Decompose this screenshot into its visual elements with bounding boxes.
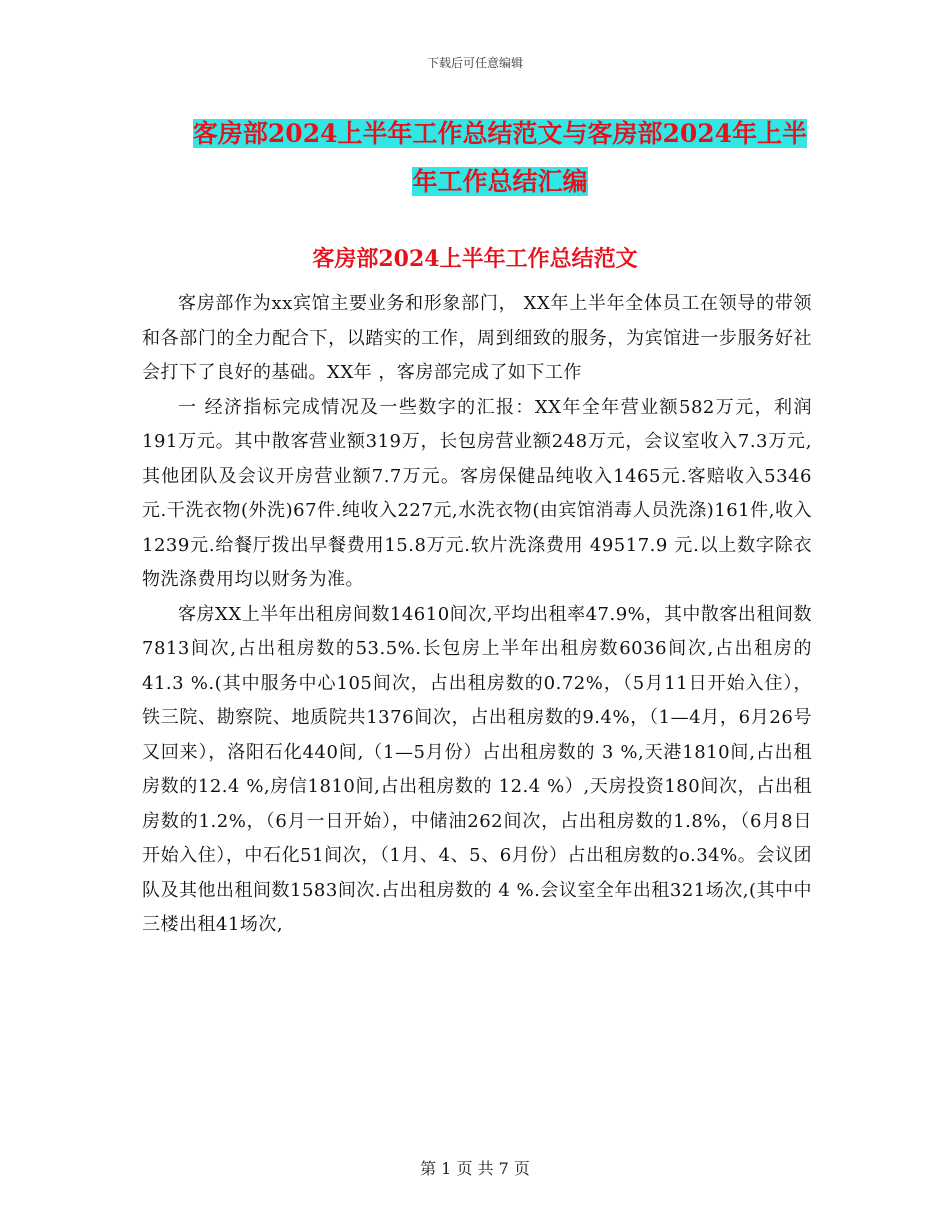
paragraph: 客房部作为xx宾馆主要业务和形象部门， XX年上半年全体员工在领导的带领和各部门的全力配合下，以踏实的工作，周到细致的服务，为宾馆进一步服务好社会打下了良好的基础。XX年 ，客房部完成了如下工作 (142, 293, 812, 383)
footer-middle: 页 共 (456, 1159, 494, 1178)
footer-page-number: 1 (441, 1159, 452, 1178)
document-title-text: 客房部2024上半年工作总结范文与客房部2024年上半年工作总结汇编 (192, 119, 808, 196)
footer-prefix: 第 (420, 1159, 437, 1178)
paragraph: 客房XX上半年出租房间数14610间次,平均出租率47.9%，其中散客出租间数7813间次,占出租房数的53.5%.长包房上半年出租房数6036间次,占出租房的 41.3 %.(其中服务中心105间次，占出租房数的0.72%，（5月11日开始入住），铁三院、勘察院、地质院共1376间次，占出租房数的9.4%，（1—4月，6月26号又回来），洛阳石化440间,（1—5月份）占出租房数的 3 %,天港1810间,占出租房数的12.4 %,房信1810间,占出租房数的 12.4 %）,天房投资180间次，占出租房数的1.2%，（6月一日开始），中储油262间次，占出租房数的1.8%，（6月8日开始入住），中石化51间次，（1月、4、5、6月份）占出租房数的o.34%。会议团队及其他出租间数1583间次.占出租房数的 4 %.会议室全年出租321场次,(其中中三楼出租41场次, (142, 603, 812, 935)
page-footer (0, 1156, 950, 1179)
body-text (142, 287, 812, 943)
paragraph: 一 经济指标完成情况及一些数字的汇报：XX年全年营业额582万元，利润191万元。其中散客营业额319万，长包房营业额248万元，会议室收入7.3万元,其他团队及会议开房营业额7.7万元。客房保健品纯收入1465元.客赔收入5346元.干洗衣物(外洗)67件.纯收入227元,水洗衣物(由宾馆消毒人员洗涤)161件,收入1239元.给餐厅拨出早餐费用15.8万元.软片洗涤费用 49517.9 元.以上数字除衣物洗涤费用均以财务为准。 (142, 396, 812, 590)
header-note: 下载后可任意编辑 (426, 56, 523, 70)
document-title (190, 110, 810, 206)
section-title: 客房部2024上半年工作总结范文 (312, 246, 638, 272)
footer-total-pages: 7 (498, 1159, 509, 1178)
footer-suffix: 页 (513, 1159, 530, 1178)
